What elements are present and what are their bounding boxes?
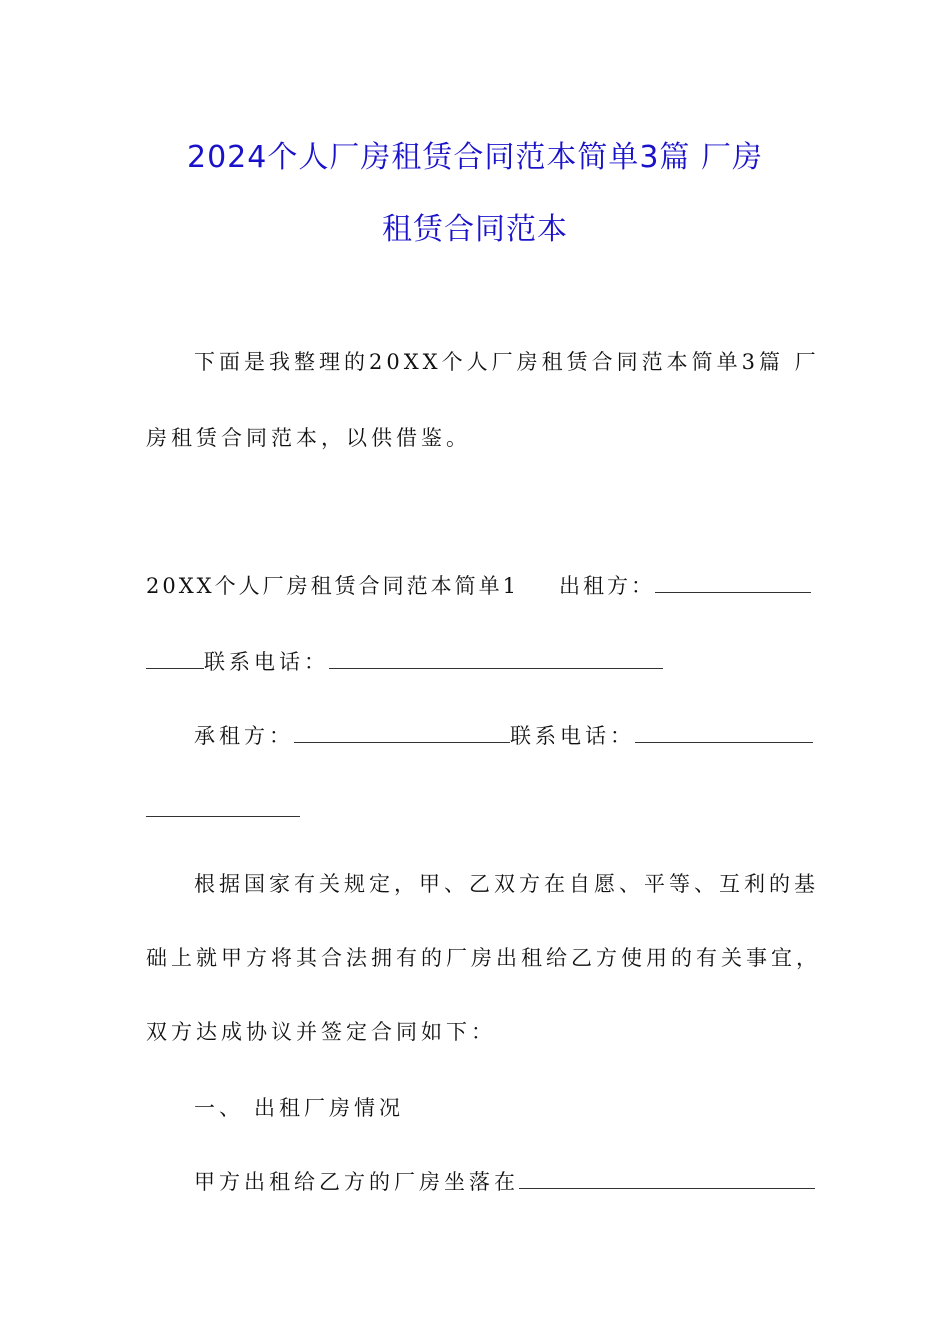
document-title-line-2: 租赁合同范本: [382, 212, 568, 247]
section-heading: 20XX个人厂房租赁合同范本简单1: [146, 574, 519, 598]
paragraph-1-line-3: 双方达成协议并签定合同如下：: [146, 1020, 496, 1044]
lessor-name-blank-continued: [146, 648, 204, 669]
intro-line-2: 房租赁合同范本，以供借鉴。: [146, 426, 471, 450]
section-heading-row: [146, 572, 811, 600]
lessee-label: 承租方：: [194, 724, 294, 748]
lessee-row: [194, 722, 813, 750]
lessee-name-blank: [294, 722, 510, 743]
clause-1-number: 一、: [194, 1096, 244, 1120]
lessor-phone-blank: [329, 648, 663, 669]
lessor-label: 出租方：: [558, 574, 655, 598]
factory-location-blank: [519, 1168, 815, 1189]
document-title-line-1: 2024个人厂房租赁合同范本简单3篇 厂房: [187, 140, 763, 175]
clause-1-text-row: [194, 1168, 815, 1196]
lessee-phone-continued-row: [146, 796, 300, 824]
lessee-phone-blank-continued: [146, 796, 300, 817]
lessor-phone-label: 联系电话：: [204, 650, 329, 674]
intro-line-1: 下面是我整理的20XX个人厂房租赁合同范本简单3篇 厂: [194, 350, 820, 374]
clause-1-heading: [194, 1094, 404, 1122]
paragraph-1-line-2: 础上就甲方将其合法拥有的厂房出租给乙方使用的有关事宜，: [146, 946, 821, 970]
lessee-phone-blank: [635, 722, 813, 743]
lessee-phone-label: 联系电话：: [510, 724, 635, 748]
clause-1-text: 甲方出租给乙方的厂房坐落在: [194, 1170, 519, 1194]
paragraph-1-line-1: 根据国家有关规定，甲、乙双方在自愿、平等、互利的基: [194, 872, 819, 896]
lessor-phone-row: [146, 648, 663, 676]
lessor-name-blank: [655, 572, 811, 593]
clause-1-title: 出租厂房情况: [254, 1096, 404, 1120]
